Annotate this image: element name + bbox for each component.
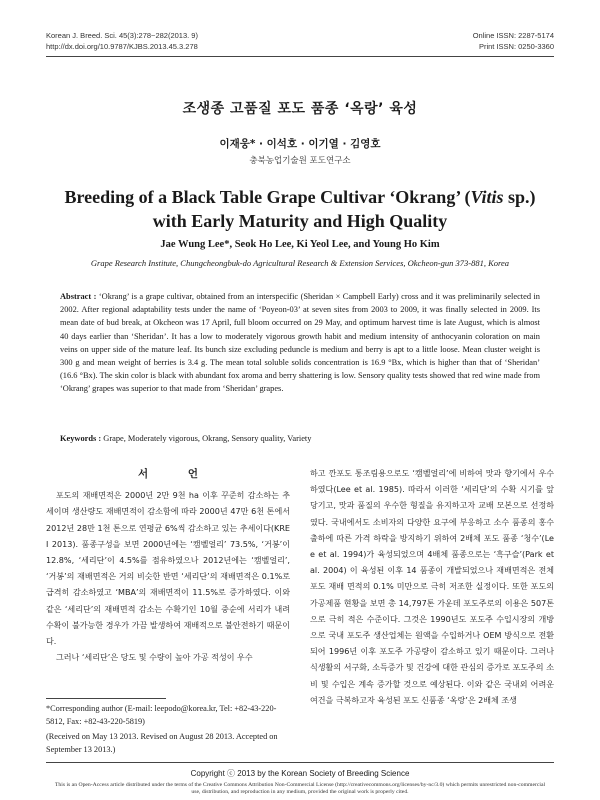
footer-divider bbox=[46, 762, 554, 763]
license-notice: This is an Open-Access article distributed under the terms of the Creative Commons Attribution Non-Commercial License (http://creativecommons.org/licenses/by-nc/3.0) which permits unrestricted non-commercial use, distribution, and reproduction in any medium, provided the original work is properly cited. bbox=[54, 782, 546, 796]
received-dates: (Received on May 13 2013. Revised on August 28 2013. Accepted on September 13 2013.) bbox=[46, 732, 278, 754]
english-title-line2: with Early Maturity and High Quality bbox=[152, 211, 448, 231]
abstract-text: ‘Okrang’ is a grape cultivar, obtained from an interspecific (Sheridan × Campbell Early) cross and it was preliminarily selected in 2002. After regional adaptability tests under the name of ‘Poyeon-03’ at seven sites from 2003 to 2009, it was finally selected in 2009. Its mean date of bud break, at Okcheon was 17 April, full bloom occurred on 29 May, and optimum harvest time is late August, which is almost 40 days earlier than ‘Sheridan’. It has a low to moderately vigorous growth habit and medium intensity of anthocyanin coloration on main veins on upper side of the mature leaf. Its bunch size excluding peduncle is medium and berry is apt to a little loose. Mean cluster weight is 300 g and mean weight of berries is 3.4 g. The mean total soluble solids concentration is 16.9 °Bx, which is higher than that of ‘Sheridan’ (16.6 °Bx). The skin color is black with abundant fox aroma and berry shattering is low. Sensory quality tests showed that red wine made from ‘Okrang’ grapes was superior to that made from ‘Sheridan’ grapes. bbox=[60, 292, 540, 394]
footnote bbox=[46, 698, 292, 756]
body-column-right bbox=[310, 466, 554, 709]
abstract bbox=[60, 290, 540, 396]
journal-citation: Korean J. Breed. Sci. 45(3):278~282(2013. 9) bbox=[46, 31, 198, 40]
section-heading-introduction: 서 언 bbox=[138, 468, 216, 480]
doi-link[interactable]: http://dx.doi.org/10.9787/KJBS.2013.45.3.278 bbox=[46, 42, 198, 51]
abstract-label: Abstract : bbox=[60, 292, 97, 301]
english-title-genus: Vitis bbox=[470, 187, 504, 207]
footnote-divider bbox=[46, 698, 166, 699]
body-column-left bbox=[46, 466, 290, 666]
keywords-text: Grape, Moderately vigorous, Okrang, Sensory quality, Variety bbox=[103, 434, 312, 443]
intro-paragraph-2: 그러나 ‘세리단’은 당도 및 수량이 높아 가공 적성이 우수 bbox=[56, 653, 253, 663]
english-title-line1: Breeding of a Black Table Grape Cultivar ‘Okrang’ ( bbox=[64, 187, 471, 207]
english-affiliation: Grape Research Institute, Chungcheongbuk-do Agricultural Research & Extension Services, Okcheon-gun 373-881, Korea bbox=[90, 258, 510, 268]
korean-affiliation: 충북농업기술원 포도연구소 bbox=[249, 156, 351, 166]
header-divider bbox=[46, 56, 554, 57]
korean-title: 조생종 고품질 포도 품종 ‘옥랑’ 육성 bbox=[182, 101, 418, 117]
online-issn: Online ISSN: 2287-5174 bbox=[472, 31, 554, 40]
issn-header bbox=[473, 30, 554, 52]
english-title bbox=[30, 185, 570, 233]
journal-header bbox=[46, 30, 198, 52]
intro-paragraph-1: 포도의 재배면적은 2000년 2만 9천 ha 이후 꾸준히 감소하는 추세이며 생산량도 재배면적이 감소함에 따라 2000년 47만 6천 톤에서 2012년 28만 1천 톤으로 연평균 6%씩 감소하고 있는 추세이다(KREI 2013). 품종구성을 보면 2000년에는 ‘캠벨얼리’ 73.5%, ‘거봉’이 12.8%, ‘세리단’이 4.5%를 점유하였으나 2012년에는 ‘캠벨얼리’, ‘거봉’의 재배면적은 거의 비슷한 반면 ‘세리단’의 재배면적은 0.1%로 급격히 감소하였고 ‘MBA’의 재배면적이 11.5%로 증가하였다. 이와 같은 ‘세리단’의 재배면적 감소는 수확기인 10월 중순에 서리가 내려 수확이 불가능한 경우가 가끔 발생하여 재배적으로 불안전하기 때문이다. bbox=[46, 491, 290, 647]
print-issn: Print ISSN: 0250-3360 bbox=[478, 42, 554, 51]
copyright-notice: Copyright ⓒ 2013 by the Korean Society of Breeding Science bbox=[190, 769, 410, 778]
korean-authors: 이재웅* · 이석호 · 이기열 · 김영호 bbox=[219, 138, 381, 150]
english-authors: Jae Wung Lee*, Seok Ho Lee, Ki Yeol Lee, and Young Ho Kim bbox=[160, 239, 440, 250]
keywords bbox=[60, 434, 540, 443]
corresponding-author: *Corresponding author (E-mail: leepodo@korea.kr, Tel: +82-43-220-5812, Fax: +82-43-220-5819) bbox=[46, 704, 277, 726]
english-title-line1-end: sp.) bbox=[503, 187, 536, 207]
keywords-label: Keywords : bbox=[60, 434, 102, 443]
intro-paragraph-continued: 하고 깐포도 통조림용으로도 ‘캠벨얼리’에 비하여 맛과 향기에서 우수하였다(Lee et al. 1985). 따라서 이러한 ‘세리단’의 수확 시기를 앞당기고, 맛과 품질의 우수한 형질을 유지하고자 교배 모본으로 선정하였다. 국내에서도 소비자의 다양한 요구에 부응하고 소수 품종의 홍수 출하에 따른 가격 하락을 방지하기 위하여 2배체 포도 품종 ‘청수’(Lee et al. 1994)가 육성되었으며 4배체 품종으로는 ‘흑구슬’(Park et al. 2004) 이 육성된 이후 14 품종이 개발되었으나 재배면적은 전체 포도 재배 면적의 0.1% 미만으로 극히 저조한 실정이다. 또한 포도의 가공제품 현황을 보면 총 14,797톤 가운데 포도주로의 이용은 507톤으로 극히 적은 수준이다. 그것은 1990년도 포도주 수입시장의 개방으로 국내 포도주 생산업체는 원액을 수입하거나 OEM 방식으로 전환되어 1996년 이후 포도주 가공량이 감소하고 있기 때문이다. 그러나 식생활의 서구화, 소득증가 및 건강에 대한 관심의 증가로 포도주의 소비 및 수입은 계속 증가할 것으로 예상된다. 이와 같은 국내외 어려운 여건을 극복하고자 육성된 포도 신품종 ‘옥랑’은 2배체 조생 bbox=[310, 469, 554, 705]
